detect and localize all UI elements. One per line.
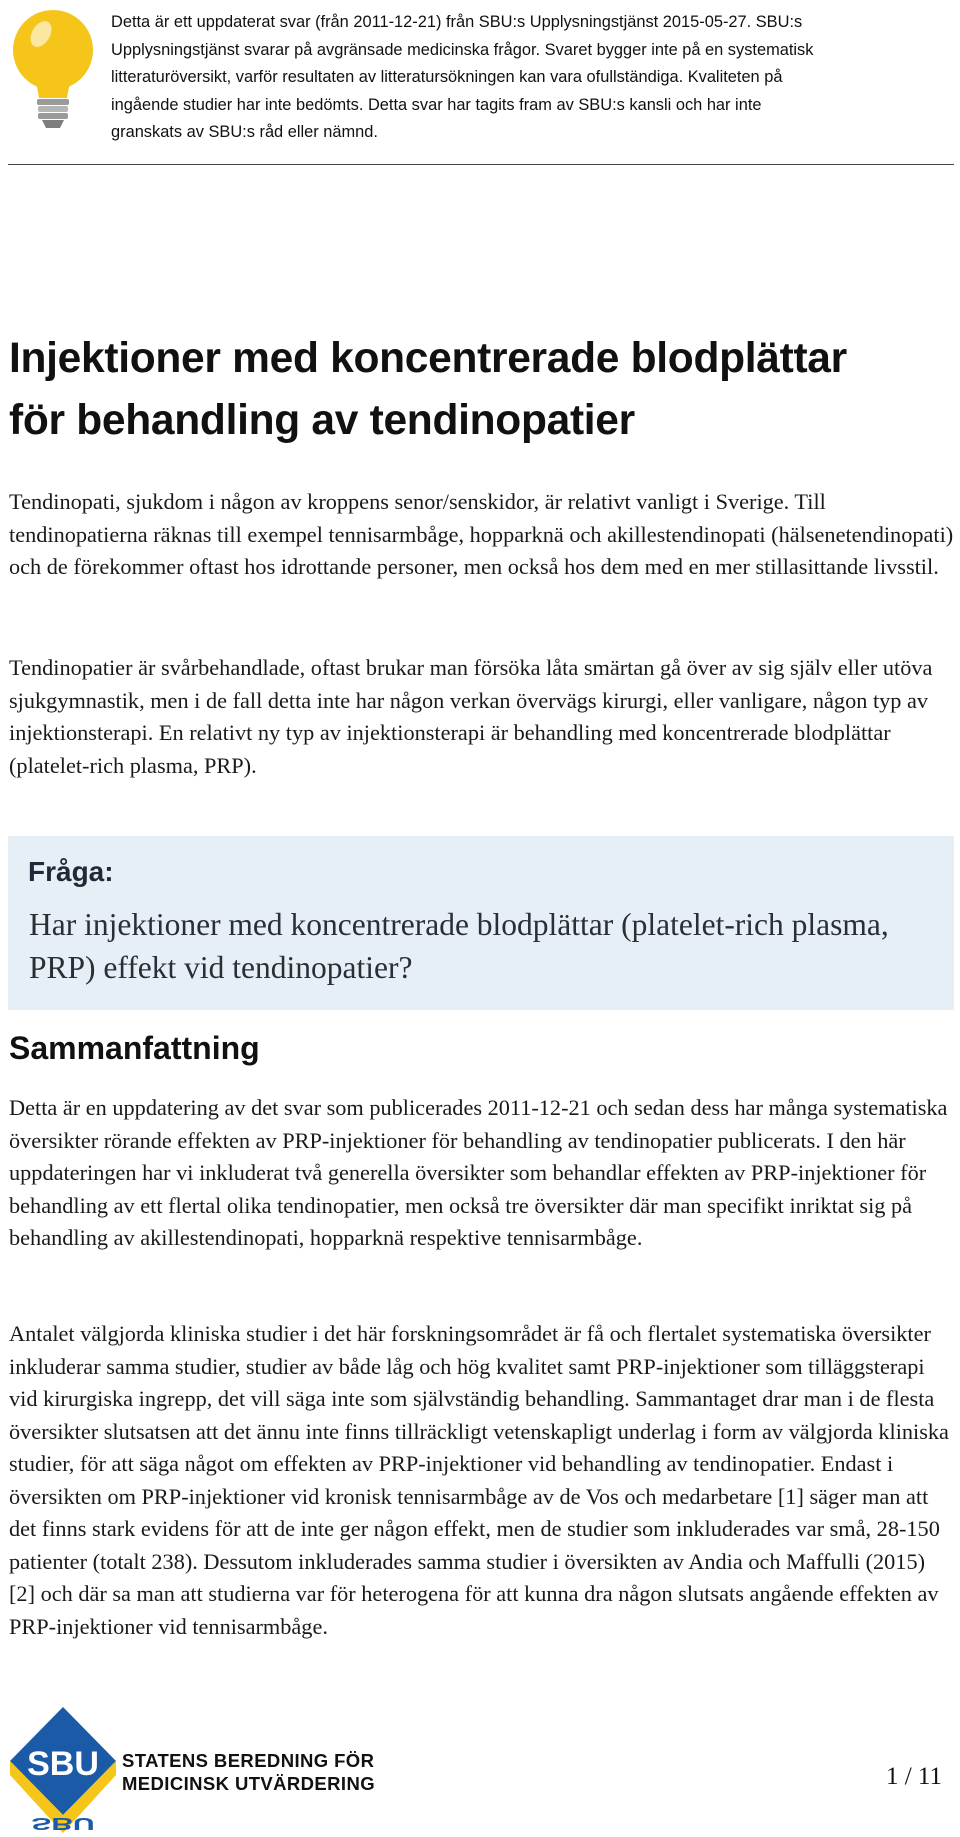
- info-notice: [0, 0, 960, 166]
- notice-text: [111, 9, 951, 147]
- notice-line: granskats av SBU:s råd eller nämnd.: [111, 123, 378, 141]
- question-box: [8, 836, 954, 1010]
- lightbulb-icon: [8, 6, 98, 134]
- question-label: Fråga:: [28, 856, 114, 887]
- intro-paragraph-2: Tendinopatier är svårbehandlade, oftast brukar man försöka låta smärtan gå över av sig själv eller utöva sjukgymnastik, men i de fall detta inte har någon verkan övervägs kirurgi, eller vanligare, någon typ av injektionsterapi. En relativt ny typ av injektionsterapi är behandling med koncentrerade blodplättar (platelet-rich plasma, PRP).: [9, 655, 933, 778]
- page-title: [9, 328, 949, 452]
- summary-heading: Sammanfattning: [9, 1030, 260, 1066]
- header-divider: [8, 164, 954, 165]
- agency-name: [122, 1749, 375, 1795]
- notice-line: litteraturöversikt, varför resultaten av litteratursökningen kan vara ofullständiga. Kvaliteten på: [111, 68, 783, 86]
- agency-line: STATENS BEREDNING FÖR: [122, 1750, 375, 1771]
- summary-paragraph-2: Antalet välgjorda kliniska studier i det här forskningsområdet är få och flertalet systematiska översikter inkluderar samma studier, studier av både låg och hög kvalitet samt PRP-injektioner som tilläggsterapi vid kirurgiska ingrepp, det vill säga inte som självständig behandling. Sammantaget drar man i de flesta översikter slutsatsen att det ännu inte finns tillräckligt vetenskapligt underlag i form av välgjorda kliniska studier, för att säga något om effekten av PRP-injektioner vid behandling av tendinopatier. Endast i översikten om PRP-injektioner vid kronisk tennisarmbåge av de Vos och medarbetare [1] säger man att det finns stark evidens för att de inte ger någon effekt, men de studier som inkluderades var små, 28-150 patienter (totalt 238). Dessutom inkluderades samma studier i översikten av Andia och Maffulli (2015) [2] och där sa man att studierna var för heterogena för att kunna dra någon slutsats angående effekten av PRP-injektioner vid tennisarmbåge.: [9, 1321, 949, 1639]
- agency-line: MEDICINSK UTVÄRDERING: [122, 1773, 376, 1794]
- notice-line: Detta är ett uppdaterat svar (från 2011-12-21) från SBU:s Upplysningstjänst 2015-05-27. SBU:s: [111, 13, 803, 31]
- logo-text-top: SBU: [27, 1745, 99, 1783]
- page-number: 1 / 11: [885, 1763, 942, 1790]
- logo-text-bottom: SBU: [31, 1813, 95, 1834]
- question-text: Har injektioner med koncentrerade blodplättar (platelet-rich plasma, PRP) effekt vid tendinopatier?: [29, 907, 889, 985]
- notice-line: ingående studier har inte bedömts. Detta svar har tagits fram av SBU:s kansli och har inte: [111, 95, 762, 114]
- title-line: Injektioner med koncentrerade blodplättar: [9, 335, 847, 382]
- intro-paragraph-1: Tendinopati, sjukdom i någon av kroppens senor/senskidor, är relativt vanligt i Sverige. Till tendinopatierna räknas till exempel tennisarmbåge, hopparknä och akillestendinopati (hälsenetendinopati) och de förekommer oftast hos idrottande personer, men också hos dem med en mer stillasittande livsstil.: [9, 489, 954, 579]
- notice-line: Upplysningstjänst svarar på avgränsade medicinska frågor. Svaret bygger inte på en systematisk: [111, 40, 814, 59]
- title-line: för behandling av tendinopatier: [9, 397, 635, 444]
- summary-paragraph-1: Detta är en uppdatering av det svar som publicerades 2011-12-21 och sedan dess har många systematiska översikter rörande effekten av PRP-injektioner för behandling av tendinopatier publicerats. I den här uppdateringen har vi inkluderat två generella översikter som behandlar effekten av PRP-injektioner för behandling av ett flertal olika tendinopatier, men också tre översikter där man specifikt inriktat sig på behandling av akillestendinopati, hopparknä respektive tennisarmbåge.: [9, 1095, 948, 1250]
- sbu-logo: [8, 1705, 118, 1835]
